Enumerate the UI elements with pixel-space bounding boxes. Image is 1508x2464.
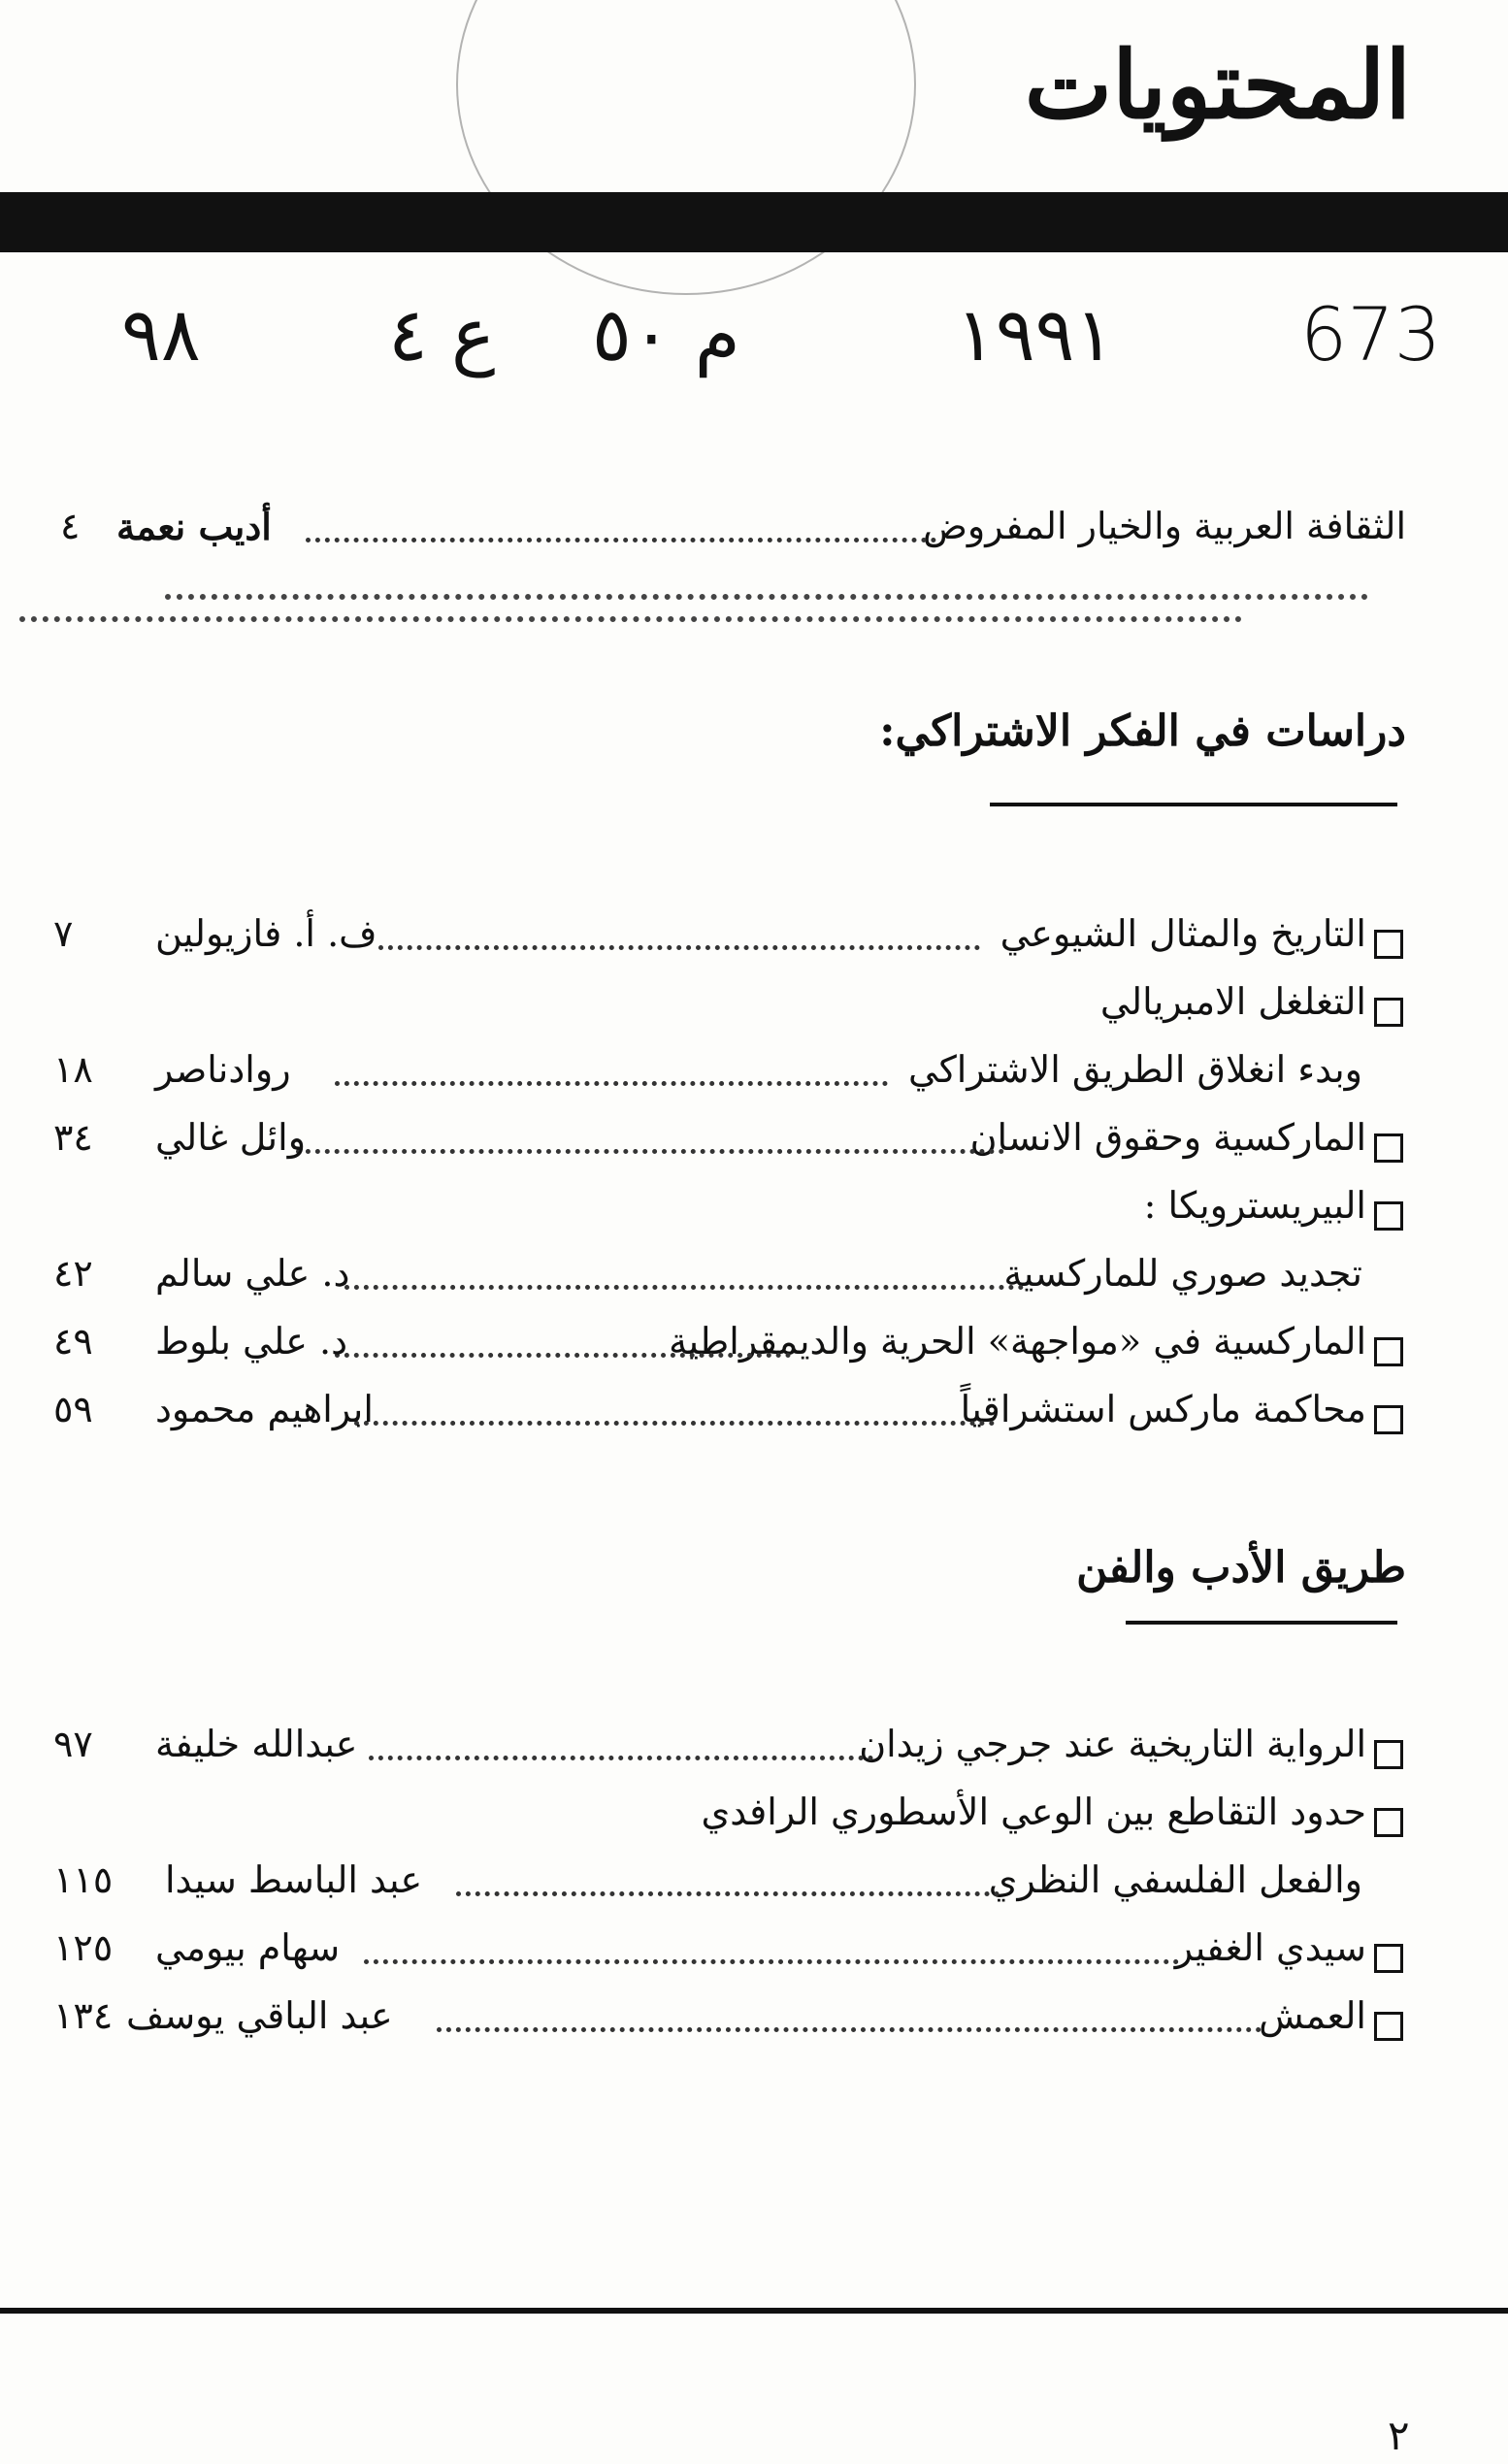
entry-title: محاكمة ماركس استشراقياً (960, 1388, 1366, 1430)
entry-title: وبدء انغلاق الطريق الاشتراكي (908, 1048, 1362, 1091)
section-heading-literature-art: طريق الأدب والفن (1076, 1543, 1406, 1593)
toc-entry (0, 1320, 1508, 1380)
toc-entry (0, 1791, 1508, 1851)
page-number: ٢ (1388, 2412, 1410, 2459)
entry-author: ف. أ. فازيولين (155, 912, 377, 955)
leader-dots (456, 1891, 1000, 1896)
bullet-square-icon (1374, 2012, 1403, 2041)
toc-entry (0, 1184, 1508, 1244)
toc-entry (0, 912, 1508, 972)
dotted-line (19, 616, 1242, 622)
entry-title: الثقافة العربية والخيار المفروض (922, 505, 1406, 547)
section-heading-socialist-thought: دراسات في الفكر الاشتراكي: (879, 706, 1406, 756)
bullet-square-icon (1374, 1337, 1403, 1366)
leader-dots (437, 2027, 1262, 2032)
dotted-line (165, 594, 1368, 600)
entry-author: عبدالله خليفة (155, 1723, 358, 1765)
handwritten-volume: ع ٤ (388, 291, 496, 378)
bullet-square-icon (1374, 998, 1403, 1027)
entry-page: ١١٥ (53, 1858, 114, 1901)
handwritten-pages: ٩٨ (121, 291, 201, 378)
entry-title: تجديد صوري للماركسية (1003, 1252, 1362, 1295)
toc-entry (0, 1994, 1508, 2054)
leader-dots (306, 538, 936, 542)
toc-entry (0, 1252, 1508, 1312)
entry-title: التغلغل الامبريالي (1099, 980, 1366, 1023)
handwritten-number: 673 (1300, 291, 1442, 378)
entry-author: سهام بيومي (155, 1926, 341, 1969)
toc-entry-intro (0, 505, 1508, 565)
entry-page: ١٨ (53, 1048, 93, 1091)
entry-author: عبد الباسط سيدا (165, 1858, 423, 1901)
entry-page: ٩٧ (53, 1723, 93, 1765)
entry-author: د. علي بلوط (155, 1320, 348, 1363)
entry-title: حدود التقاطع بين الوعي الأسطوري الرافدي (701, 1791, 1366, 1833)
leader-dots (354, 1421, 995, 1426)
entry-page: ٧ (53, 912, 74, 955)
entry-page: ٤٩ (53, 1320, 93, 1363)
leader-dots (364, 1959, 1179, 1964)
bullet-square-icon (1374, 1405, 1403, 1434)
entry-author: ابراهيم محمود (155, 1388, 374, 1430)
bullet-square-icon (1374, 930, 1403, 959)
entry-title: الماركسية وحقوق الانسان (969, 1116, 1366, 1159)
section-underline (1126, 1621, 1397, 1625)
section-underline (990, 803, 1397, 806)
entry-page: ١٣٤ (53, 1994, 114, 2037)
handwritten-issue: م ٥٠ (592, 291, 740, 378)
bullet-square-icon (1374, 1201, 1403, 1231)
page-title: المحتويات (1024, 30, 1411, 140)
toc-entry (0, 1723, 1508, 1783)
toc-entry (0, 1048, 1508, 1108)
entry-author: عبد الباقي يوسف (126, 1994, 393, 2037)
toc-entry (0, 980, 1508, 1040)
toc-entry (0, 1116, 1508, 1176)
entry-title: البيريسترويكا : (1143, 1184, 1366, 1227)
entry-author: أديب نعمة (116, 505, 272, 548)
toc-entry (0, 1388, 1508, 1448)
entry-author: روادناصر (155, 1048, 291, 1091)
bullet-square-icon (1374, 1133, 1403, 1163)
entry-page: ١٢٥ (53, 1926, 114, 1969)
entry-author: د. علي سالم (155, 1252, 350, 1295)
bullet-square-icon (1374, 1740, 1403, 1769)
toc-entry (0, 1926, 1508, 1987)
footer-rule (0, 2308, 1508, 2314)
entry-title: الماركسية في «مواجهة» الحرية والديمقراطية (669, 1320, 1366, 1363)
entry-title: الرواية التاريخية عند جرجي زيدان (859, 1723, 1366, 1765)
entry-title: العمش (1259, 1994, 1366, 2037)
entry-author: وائل غالي (155, 1116, 307, 1159)
header-rule (0, 192, 1508, 252)
entry-title: والفعل الفلسفي النظري (988, 1858, 1362, 1901)
handwritten-year: ١٩٩١ (956, 291, 1115, 378)
leader-dots (344, 1285, 1024, 1290)
entry-page: ٤٢ (53, 1252, 93, 1295)
entry-title: سيدي الغفير (1174, 1926, 1366, 1969)
leader-dots (378, 945, 980, 950)
entry-page: ٤ (60, 505, 81, 547)
entry-page: ٥٩ (53, 1388, 93, 1430)
toc-entry (0, 1858, 1508, 1919)
bullet-square-icon (1374, 1944, 1403, 1973)
entry-title: التاريخ والمثال الشيوعي (1000, 912, 1366, 955)
bullet-square-icon (1374, 1808, 1403, 1837)
entry-page: ٣٤ (53, 1116, 93, 1159)
